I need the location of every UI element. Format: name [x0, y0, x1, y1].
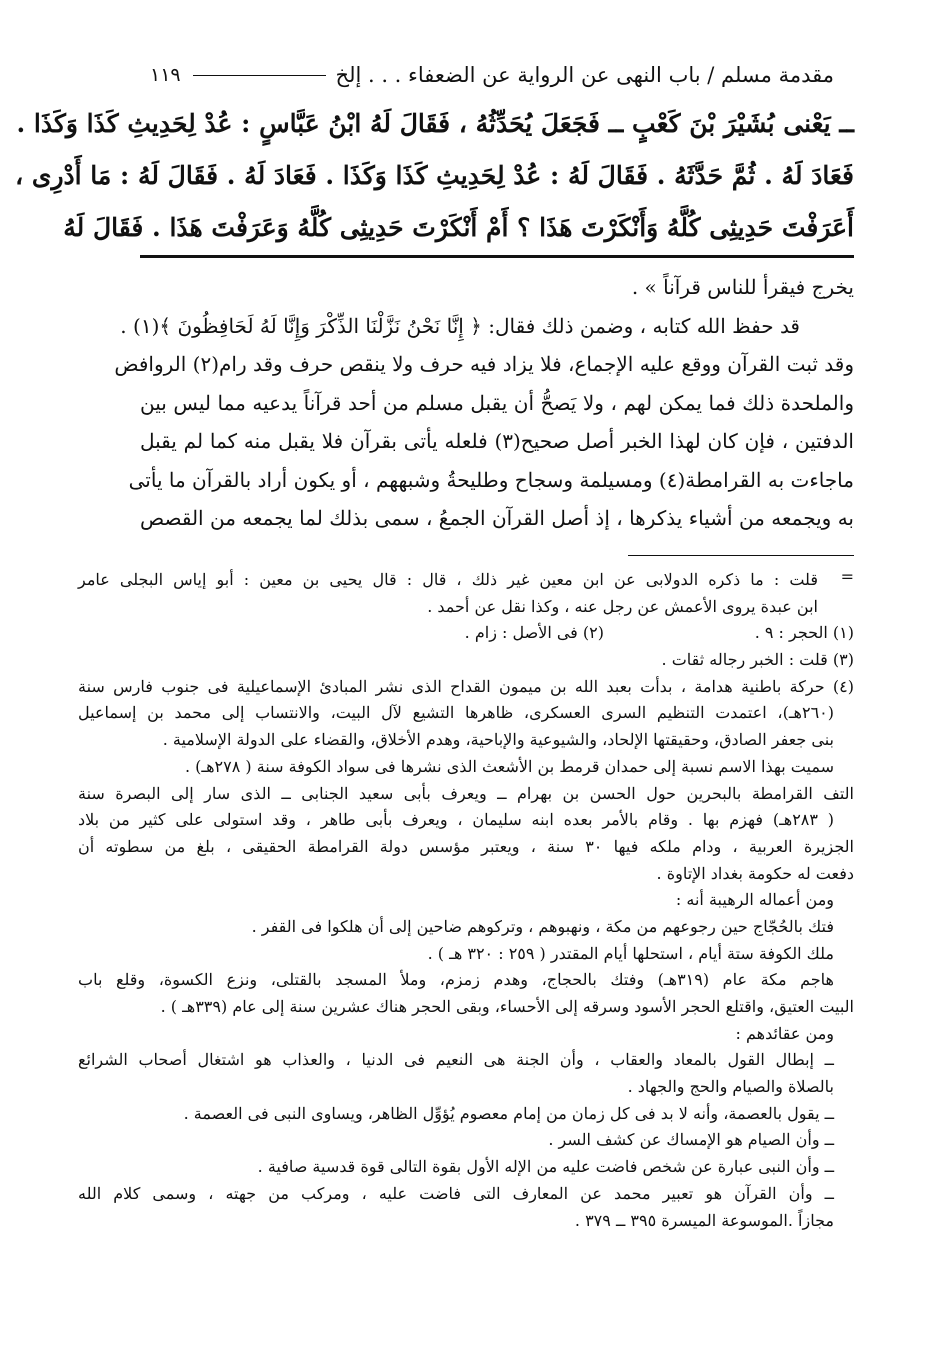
body-line: قد حفظ الله كتابه ، وضمن ذلك فقال: ﴿ إِنَّا نَحْنُ نَزَّلْنَا الذِّكْرَ وَإِنَّا لَهُ لَحَافِظُونَ ﴾(١) . [120, 313, 800, 338]
header-rule [193, 75, 326, 76]
footnote-4-line: ــ يقول بالعصمة، وأنه لا بد فى كل زمان من إمام معصوم يُؤوِّل الظاهر، ويساوى النبى فى العصمة . [183, 1103, 834, 1123]
body-line: والملحدة ذلك فما يمكن لهم ، ولا يَصحُّ أن يقبل مسلم من أحد قرآناً يدعيه مما ليس بين [140, 390, 854, 415]
continuation-mark: = [840, 567, 854, 586]
footnote-4-line: ومن عقائدهم : [735, 1023, 834, 1043]
header-title: مقدمة مسلم / باب النهى عن الرواية عن الضعفاء . . . إلخ [335, 63, 834, 87]
footnotes [78, 567, 854, 1234]
hadith-text [15, 98, 854, 254]
footnote-3: (٣) قلت : الخبر رجاله ثقات . [661, 650, 854, 670]
footnote-4-line: دفعت له حكومة بغداد الإتاوة . [656, 863, 854, 883]
hadith-line: فَعَادَ لَهُ . ثُمَّ حَدَّثَهُ . فَقَالَ لَهُ : عُدْ لِحَدِيثِ كَذَا وَكَذَا . فَعَادَ لَهُ . فَقَالَ لَهُ : مَا أَدْرِى ، [15, 161, 854, 190]
footnote-4-line: ملك الكوفة ستة أيام ، استحلها أيام المقتدر ( ٢٥٩ : ٣٢٠ هـ ) . [427, 943, 834, 963]
body-line: وقد ثبت القرآن ووقع عليه الإجماع، فلا يزاد فيه حرف ولا ينقص حرف وقد رام(٢) الروافض [114, 352, 854, 376]
body-line: الدفتين ، فإن كان لهذا الخبر أصل صحيح(٣) فلعله يأتى بقرآن فلا يقبل منه كما لم يقبل [140, 429, 854, 453]
footnote-4-line: ومن أعماله الرهيبة أنه : [675, 890, 834, 910]
footnote-4-line: بنى جعفر الصادق، وحقيقتها الإلحاد، والشيوعية والإباحية، وهدم الأخلاق، والقضاء على الدولة الإسلامية . [162, 730, 834, 750]
footnote-4-line: ( ٢٨٣هـ) فهزم بها . وقام بالأمر بعده ابنه سليمان ، ويعرف بأبى طاهر ، وقد استولى على كثير من بلاد [78, 810, 835, 830]
footnote-2: (٢) فى الأصل : زام . [464, 623, 604, 643]
footnote-4-line: مجازاً .الموسوعة الميسرة ٣٩٥ ــ ٣٧٩ . [574, 1210, 834, 1230]
footnote-4-line: الجزيرة العربية ، ودام ملكه فيها ٣٠ سنة ، ويعتبر مؤسس دولة القرامطة الحقيقى ، بلغ من سطوته أن [78, 836, 854, 856]
footnote-4-line: بالصلاة والصيام والحج والجهاد . [627, 1077, 834, 1097]
footnote-4-line: (٤) حركة باطنية هدامة ، بدأت بعبد الله بن ميمون القداح الذى نشر المبادئ الإسماعيلية فى جنوب فارس سنة [78, 676, 855, 696]
footnote-4-line: هاجم مكة عام (٣١٩هـ) وفتك بالحجاج، وهدم زمزم، وملأ المسجد بالقتلى، ونزع الكسوة، وقلع باب [78, 970, 834, 990]
running-header [150, 58, 834, 92]
footnote-4-line: البيت العتيق، واقتلع الحجر الأسود وسرقه إلى الأحساء، وبقى الحجر هناك عشرين سنة إلى عام (٣٣٩هـ ) . [160, 997, 854, 1016]
footnote-4-line: سميت بهذا الاسم نسبة إلى حمدان قرمط بن الأشعث الذى نشرها فى سواد الكوفة سنة ( ٢٧٨هـ) . [184, 756, 834, 776]
footnote-4-line: ــ وأن الصيام هو الإمساك عن كشف السر . [548, 1130, 834, 1150]
footnote-1: (١) الحجر : ٩ . [754, 623, 854, 643]
footnote-4-line: التف القرامطة بالبحرين حول الحسن بن بهرام ــ ويعرف بأبى سعيد الجنابى ــ الذى سار إلى البصرة سنة [78, 783, 854, 803]
commentary-text [114, 268, 854, 538]
footnote-4-line: ــ إبطال القول بالمعاد والعقاب ، وأن الجنة هى النعيم فى الدنيا ، والعذاب هو اشتغال أصحاب الشرائع [78, 1050, 834, 1070]
body-line: ماجاءت به القرامطة(٤) ومسيلمة وسجاح وطليحةُ وشبههم ، أو يكون أراد بالقرآن ما يأتى [128, 467, 854, 492]
body-line: به ويجمعه من أشياء يذكرها ، إذ أصل القرآن الجمعُ ، سمى بذلك لما يجمعه من القصص [140, 506, 854, 530]
footnote-4-line: فتك بالحُجّاج حين رجوعهم من مكة ، ونهبوهم ، وتركوهم ضاحين إلى أن هلكوا فى القفر . [251, 916, 834, 936]
footnote-4-line: ــ وأن النبى عبارة عن شخص فاضت عليه من الإله الأول بقوة التالى قوة قدسية صافية . [257, 1157, 834, 1177]
section-divider [140, 255, 854, 258]
footnote-separator [628, 555, 854, 556]
hadith-line: ــ يَعْنى بُشَيْرَ بْنَ كَعْبٍ ــ فَجَعَلَ يُحَدِّثُهُ ، فَقَالَ لَهُ ابْنُ عَبَّاسٍ : عُدْ لِحَدِيثِ كَذَا وَكَذَا . [16, 109, 854, 138]
body-line: يخرج فيقرأ للناس قرآناً » . [631, 275, 854, 299]
page-number: ١١٩ [150, 64, 181, 86]
footnote-4-line: (٢٦٠هـ)، اعتمدت التنظيم السرى العسكرى، ظاهرها التشيع لآل البيت، والانتساب إلى محمد بن إسماعيل [78, 703, 834, 723]
footnote-4-line: ــ وأن القرآن هو تعبير محمد عن المعارف التى فاضت عليه ، ومركب من جهته ، وسمى كلام الله [78, 1183, 834, 1203]
footnote-line: ابن عبدة يروى الأعمش عن رجل عنه ، وكذا نقل عن أحمد . [427, 596, 818, 616]
footnote-line: قلت : ما ذكره الدولابى عن ابن معين غير ذلك ، قال : قال يحيى بن معين : أبو إياس البجلى عامر [78, 570, 818, 589]
hadith-line: أَعَرَفْتَ حَدِيثِى كُلَّهُ وَأَنْكَرْتَ هَذَا ؟ أَمْ أَنْكَرْتَ حَدِيثِى كُلَّهُ وَعَرَفْتَ هَذَا . فَقَالَ لَهُ [63, 213, 854, 242]
footnote-pair [78, 620, 854, 647]
